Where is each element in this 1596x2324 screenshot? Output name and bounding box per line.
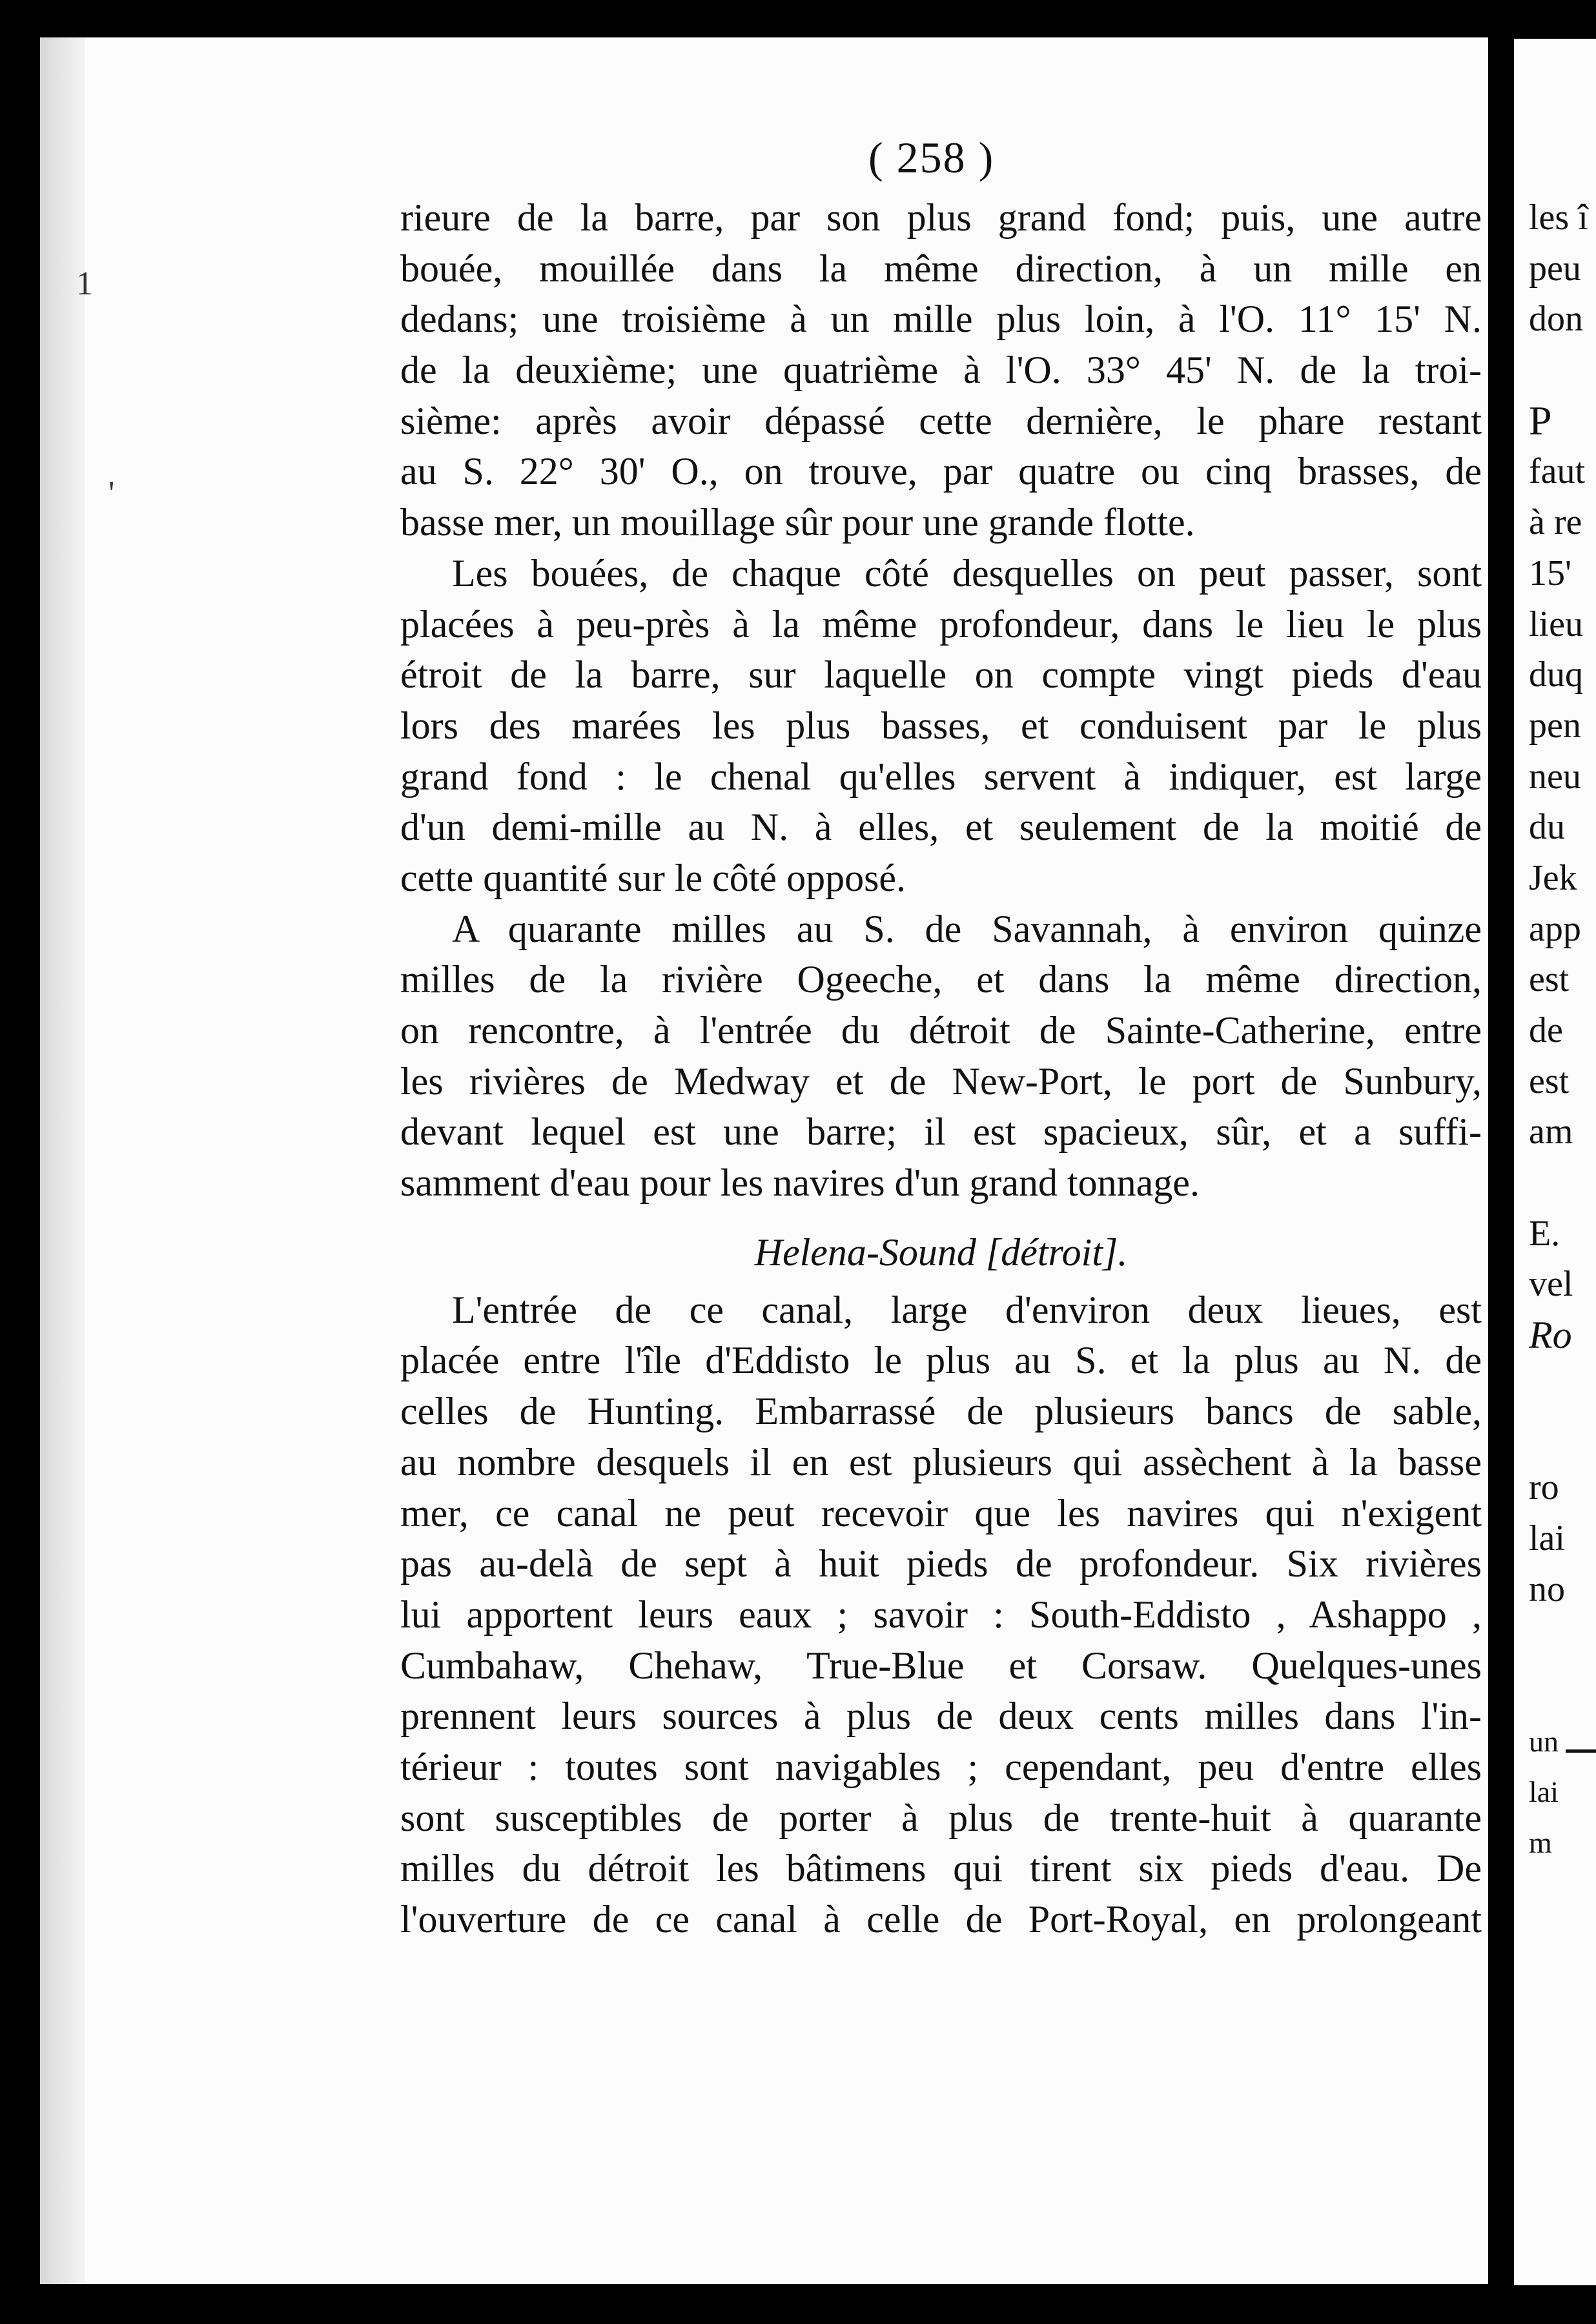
text-line: basse mer, un mouillage sûr pour une grande flotte.	[400, 501, 1195, 544]
page-number: ( 258 )	[868, 133, 995, 182]
text-line: Les bouées, de chaque côté desquelles on peut passer, sont	[452, 551, 1482, 595]
fragment-line	[1529, 1666, 1596, 1717]
text-line: celles de Hunting. Embarrassé de plusieurs bancs de sable,	[400, 1390, 1482, 1433]
book-gutter	[1488, 26, 1514, 2298]
text-line: milles du détroit les bâtimens qui tirent six pieds d'eau. De	[400, 1847, 1482, 1890]
text-line: prennent leurs sources à plus de deux cents milles dans l'in-	[400, 1695, 1482, 1738]
text-line: pas au-delà de sept à huit pieds de profondeur. Six rivières	[400, 1542, 1482, 1585]
text-line: sième: après avoir dépassé cette dernière, le phare restant	[400, 399, 1482, 442]
text-line: on rencontre, à l'entrée du détroit de Sainte-Catherine, entre	[400, 1009, 1482, 1052]
fragment-line: faut	[1529, 451, 1586, 492]
fragment-line: Ro	[1529, 1314, 1572, 1357]
text-line: samment d'eau pour les navires d'un grand tonnage.	[400, 1161, 1200, 1205]
fragment-line: un	[1529, 1724, 1559, 1758]
text-line: sont susceptibles de porter à plus de trente-huit à quarante	[400, 1796, 1482, 1839]
rule-fragment	[1566, 1749, 1596, 1753]
text-line: L'entrée de ce canal, large d'environ deux lieues, est	[452, 1288, 1482, 1331]
fragment-line	[1529, 1615, 1596, 1666]
fragment-line	[1529, 345, 1596, 396]
text-line: les rivières de Medway et de New-Port, le port de Sunbury,	[400, 1059, 1482, 1103]
text-line: au nombre desquels il en est plusieurs qui assèchent à la basse	[400, 1440, 1482, 1483]
text-line: Cumbahaw, Chehaw, True-Blue et Corsaw. Quelques-unes	[400, 1644, 1482, 1687]
fragment-line: du	[1529, 807, 1565, 848]
fragment-line: vel	[1529, 1264, 1573, 1305]
text-line: au S. 22° 30' O., on trouve, par quatre ou cinq brasses, de	[400, 450, 1482, 493]
text-line: lui apportent leurs eaux ; savoir : South-Eddisto , Ashappo ,	[400, 1593, 1482, 1636]
text-line: placée entre l'île d'Eddisto le plus au S. et la plus au N. de	[400, 1339, 1482, 1382]
fragment-line: à re	[1529, 502, 1582, 543]
fragment-line	[1529, 1157, 1596, 1208]
margin-mark: 1	[76, 265, 93, 302]
fragment-line: peu	[1529, 248, 1581, 289]
fragment-line	[1529, 1361, 1596, 1412]
page-edge-shadow	[40, 37, 85, 2284]
facing-page-fragments	[1529, 192, 1596, 1869]
margin-mark: '	[108, 475, 115, 512]
fragment-line: est	[1529, 1061, 1570, 1101]
fragment-line: app	[1529, 908, 1581, 949]
text-line: étroit de la barre, sur laquelle on compte vingt pieds d'eau	[400, 653, 1482, 697]
fragment-line: ro	[1529, 1467, 1559, 1508]
text-line: rieure de la barre, par son plus grand fond; puis, une autre	[400, 196, 1482, 239]
fragment-line: E.	[1529, 1213, 1560, 1254]
text-line: milles de la rivière Ogeeche, et dans la même direction,	[400, 958, 1482, 1001]
fragment-line: les î	[1529, 198, 1588, 238]
text-line: l'ouverture de ce canal à celle de Port-Royal, en prolongeant	[400, 1898, 1482, 1941]
section-heading: Helena-Sound [détroit].	[754, 1230, 1128, 1274]
fragment-line: no	[1529, 1569, 1565, 1609]
fragment-line	[1529, 1412, 1596, 1463]
fragment-line: m	[1529, 1826, 1552, 1859]
fragment-line: lai	[1529, 1518, 1565, 1558]
text-line: bouée, mouillée dans la même direction, à un mille en	[400, 247, 1482, 290]
page-body-text	[400, 192, 1482, 1945]
fragment-line: est	[1529, 959, 1570, 1000]
fragment-line: duq	[1529, 655, 1583, 695]
fragment-line: P	[1529, 397, 1552, 443]
fragment-line: lai	[1529, 1775, 1559, 1809]
text-line: d'un demi-mille au N. à elles, et seulement de la moitié de	[400, 806, 1482, 849]
fragment-line: pen	[1529, 705, 1581, 746]
text-line: dedans; une troisième à un mille plus loin, à l'O. 11° 15' N.	[400, 298, 1482, 341]
text-line: cette quantité sur le côté opposé.	[400, 856, 906, 899]
text-line: devant lequel est une barre; il est spacieux, sûr, et a suffi-	[400, 1110, 1482, 1154]
fragment-line: lieu	[1529, 604, 1583, 644]
fragment-line: Jek	[1529, 857, 1577, 898]
text-line: térieur : toutes sont navigables ; cependant, peu d'entre elles	[400, 1745, 1482, 1788]
fragment-line: de	[1529, 1010, 1563, 1050]
text-line: mer, ce canal ne peut recevoir que les navires qui n'exigent	[400, 1491, 1482, 1534]
text-line: placées à peu-près à la même profondeur, dans le lieu le plus	[400, 602, 1482, 646]
fragment-line: 15'	[1529, 553, 1572, 593]
fragment-line: don	[1529, 299, 1583, 340]
text-line: grand fond : le chenal qu'elles servent à indiquer, est large	[400, 755, 1482, 798]
text-line: de la deuxième; une quatrième à l'O. 33° 45' N. de la troi-	[400, 349, 1482, 392]
fragment-line: am	[1529, 1112, 1573, 1152]
fragment-line: neu	[1529, 756, 1581, 797]
text-line: A quarante milles au S. de Savannah, à environ quinze	[452, 907, 1482, 950]
text-line: lors des marées les plus basses, et conduisent par le plus	[400, 704, 1482, 747]
